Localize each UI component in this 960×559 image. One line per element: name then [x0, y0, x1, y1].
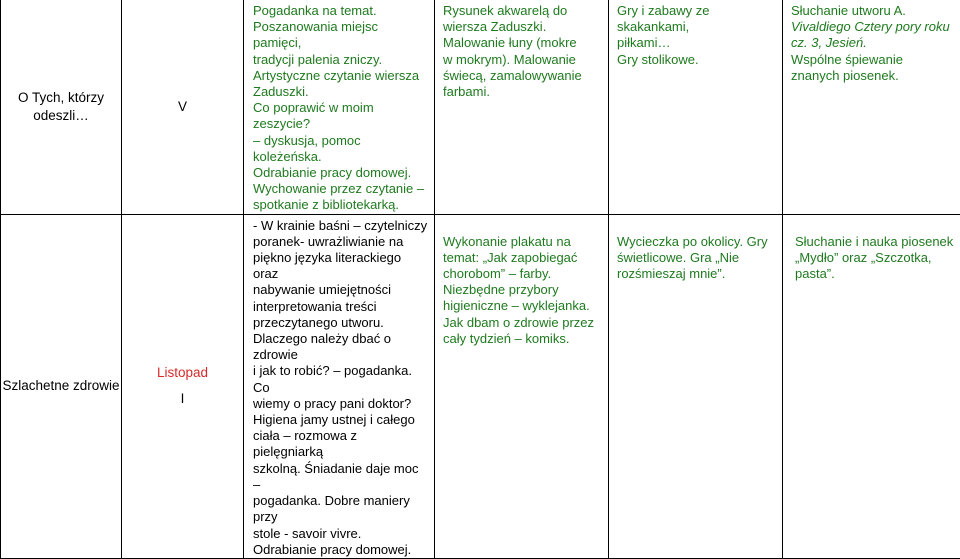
activity-line: przeczytanego utworu. [253, 315, 428, 331]
table-row [1, 214, 960, 558]
art-line: Malowanie łuny (mokre [443, 35, 602, 51]
art-line: Rysunek akwarelą do [443, 3, 602, 19]
music-line: Słuchanie utworu A. [791, 3, 960, 19]
games-cell [609, 0, 783, 214]
games-line: rozśmieszaj mnie”. [617, 266, 776, 282]
music-line: Słuchanie i nauka piosenek [795, 234, 960, 250]
games-line: świetlicowe. Gra „Nie [617, 250, 776, 266]
theme-line: O Tych, którzy [1, 89, 121, 107]
activity-line: Odrabianie pracy domowej. [253, 542, 428, 558]
theme-cell [1, 0, 122, 214]
music-line: znanych piosenek. [791, 68, 960, 84]
games-line: Gry i zabawy ze skakankami, [617, 3, 776, 35]
art-line: Jak dbam o zdrowie przez [443, 315, 602, 331]
music-cell [783, 0, 960, 214]
art-line: Niezbędne przybory [443, 282, 602, 298]
week-number: V [122, 98, 243, 116]
games-line: piłkami… [617, 35, 776, 51]
week-number: I [122, 390, 243, 408]
art-line: farbami. [443, 84, 602, 100]
week-cell [122, 0, 244, 214]
activity-line: spotkanie z bibliotekarką. [253, 197, 428, 213]
activity-line: – dyskusja, pomoc koleżeńska. [253, 133, 428, 165]
activity-line: Zaduszki. [253, 84, 428, 100]
activity-line: Odrabianie pracy domowej. [253, 165, 428, 181]
art-line: świecą, zamalowywanie [443, 68, 602, 84]
activity-line: i jak to robić? – pogadanka. Co [253, 363, 428, 395]
art-cell [435, 214, 609, 558]
music-line: Vivaldiego Cztery pory roku [791, 19, 960, 35]
activities-cell [244, 214, 435, 558]
activity-line: ciała – rozmowa z pielęgniarką [253, 428, 428, 460]
art-line: Wykonanie plakatu na [443, 234, 602, 250]
art-line: chorobom” – farby. [443, 266, 602, 282]
activity-line: piękno języka literackiego oraz [253, 250, 428, 282]
art-line: temat: „Jak zapobiegać [443, 250, 602, 266]
activity-line: szkolną. Śniadanie daje moc – [253, 461, 428, 493]
activity-line: Pogadanka na temat. [253, 3, 428, 19]
activity-line: Higiena jamy ustnej i całego [253, 412, 428, 428]
games-cell [609, 214, 783, 558]
theme-line: odeszli… [1, 107, 121, 125]
art-line: higieniczne – wyklejanka. [443, 298, 602, 314]
activity-line: interpretowania treści [253, 299, 428, 315]
music-line: Wspólne śpiewanie [791, 52, 960, 68]
art-line: w mokrym). Malowanie [443, 52, 602, 68]
activity-line: Co poprawić w moim zeszycie? [253, 100, 428, 132]
activity-line: poranek- uwrażliwianie na [253, 234, 428, 250]
month-name: Listopad [122, 364, 243, 382]
table-row [1, 0, 960, 214]
activity-line: Artystyczne czytanie wiersza [253, 68, 428, 84]
music-line: cz. 3, Jesień. [791, 35, 960, 51]
music-line: pasta”. [795, 266, 960, 282]
activity-line: stole - savoir vivre. [253, 526, 428, 542]
activity-line: - W krainie baśni – czytelniczy [253, 218, 428, 234]
activities-cell [244, 0, 435, 214]
art-cell [435, 0, 609, 214]
month-week-cell [122, 214, 244, 558]
activity-line: Wychowanie przez czytanie – [253, 181, 428, 197]
activity-line: pogadanka. Dobre maniery przy [253, 493, 428, 525]
theme-cell [1, 214, 122, 558]
art-line: wiersza Zaduszki. [443, 19, 602, 35]
theme-line: Szlachetne zdrowie [1, 377, 121, 395]
games-line: Wycieczka po okolicy. Gry [617, 234, 776, 250]
activity-line: wiemy o pracy pani doktor? [253, 396, 428, 412]
activity-line: Poszanowania miejsc pamięci, [253, 19, 428, 51]
art-line: cały tydzień – komiks. [443, 331, 602, 347]
music-cell [783, 214, 960, 558]
music-line: „Mydło” oraz „Szczotka, [795, 250, 960, 266]
games-line: Gry stolikowe. [617, 52, 776, 68]
activity-line: nabywanie umiejętności [253, 282, 428, 298]
activity-line: tradycji palenia zniczy. [253, 52, 428, 68]
activity-line: Dlaczego należy dbać o zdrowie [253, 331, 428, 363]
